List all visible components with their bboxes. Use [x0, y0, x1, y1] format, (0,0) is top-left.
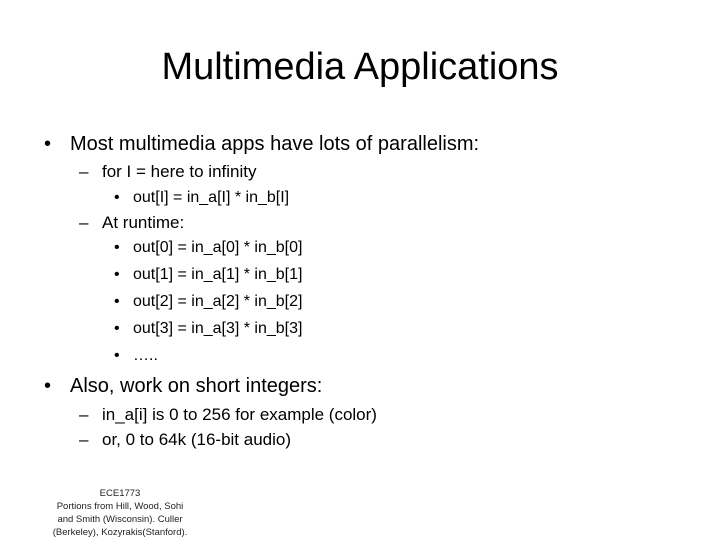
bullet-2-text: Also, work on short integers:: [70, 375, 323, 397]
sub-bullet-marker: –: [79, 405, 89, 424]
sub-bullet-audio-range: or, 0 to 64k (16-bit audio): [102, 430, 292, 449]
code-line-out-0: out[0] = in_a[0] * in_b[0]: [133, 239, 303, 256]
footer-credit-line-2: and Smith (Wisconsin). Culler: [57, 514, 183, 525]
bullet-marker: •: [44, 375, 52, 397]
bullet-marker: •: [44, 133, 52, 155]
sub-sub-bullet-marker: •: [114, 293, 120, 310]
footer-credit-line-1: Portions from Hill, Wood, Sohi: [56, 501, 184, 512]
sub-bullet-runtime: At runtime:: [102, 213, 185, 232]
code-line-out-3: out[3] = in_a[3] * in_b[3]: [133, 320, 303, 337]
sub-sub-bullet-marker: •: [114, 189, 120, 206]
sub-bullet-marker: –: [79, 430, 89, 449]
sub-sub-bullet-marker: •: [114, 347, 120, 364]
sub-bullet-marker: –: [79, 162, 89, 181]
slide-footer: [40, 487, 200, 539]
footer-credit-line-3: (Berkeley), Kozyrakis(Stanford).: [52, 527, 188, 538]
sub-bullet-marker: –: [79, 213, 89, 232]
bullet-1-text: Most multimedia apps have lots of parallelism:: [70, 133, 480, 155]
footer-course: ECE1773: [99, 488, 141, 499]
slide-title: Multimedia Applications: [161, 46, 559, 88]
sub-sub-bullet-marker: •: [114, 320, 120, 337]
sub-sub-bullet-marker: •: [114, 266, 120, 283]
code-line-ellipsis: …..: [133, 347, 158, 364]
sub-bullet-color-range: in_a[i] is 0 to 256 for example (color): [102, 405, 377, 424]
code-line-out-1: out[1] = in_a[1] * in_b[1]: [133, 266, 303, 283]
code-line-out-i: out[I] = in_a[I] * in_b[I]: [133, 189, 290, 206]
sub-bullet-for-loop: for I = here to infinity: [102, 162, 257, 181]
code-line-out-2: out[2] = in_a[2] * in_b[2]: [133, 293, 303, 310]
sub-sub-bullet-marker: •: [114, 239, 120, 256]
